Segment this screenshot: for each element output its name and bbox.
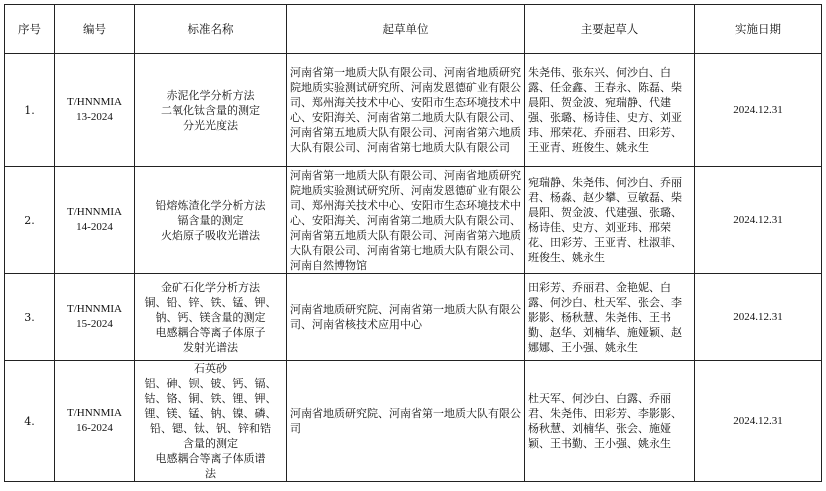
row-code [55,274,135,361]
header-date: 实施日期 [695,5,822,54]
row-code [55,361,135,482]
header-units: 起草单位 [287,5,525,54]
row-standard-name [135,167,287,274]
table-row [5,54,822,167]
row-date: 2024.12.31 [695,54,822,167]
code-line: T/HNNMIA [67,206,122,218]
name-line: 电感耦合等离子体原子 [155,325,266,339]
code-line: T/HNNMIA [67,407,122,419]
name-line: 石英砂 [194,362,227,375]
row-seq: 1. [5,54,55,167]
name-line: 铅、锶、钛、钒、锌和锆 [150,422,271,435]
name-line: 铜、铅、锌、铁、锰、钾、 [144,295,277,309]
name-line: 锂、镁、锰、钠、镍、磷、 [144,407,277,420]
code-line: 16-2024 [76,422,113,434]
row-standard-name [135,361,287,482]
row-drafters: 杜天军、何沙白、白露、乔丽君、朱尧伟、田彩芳、李影影、杨秋慧、刘楠华、张会、施娅颖、王书勤、王小强、姚永生 [525,361,695,482]
name-line: 分光光度法 [183,118,238,132]
header-code: 编号 [55,5,135,54]
name-line: 发射光谱法 [183,340,238,354]
code-line: 15-2024 [76,318,113,330]
code-line: 13-2024 [76,111,113,123]
name-line: 二氧化钛含量的测定 [161,103,260,117]
name-line: 金矿石化学分析方法 [161,280,260,294]
row-drafters: 田彩芳、乔丽君、金艳妮、白露、何沙白、杜天军、张会、李影影、杨秋慧、朱尧伟、王书勤、赵华、刘楠华、施娅颖、赵娜娜、王小强、姚永生 [525,274,695,361]
row-drafting-units: 河南省地质研究院、河南省第一地质大队有限公司 [287,361,525,482]
row-standard-name [135,274,287,361]
header-row [5,5,822,54]
row-drafters: 宛瑞静、朱尧伟、何沙白、乔丽君、杨淼、赵少攀、豆敏磊、柴晨阳、贺金波、代建强、张璐、杨诗佳、史方、刘亚玮、邢荣花、田彩芳、王亚青、杜淑菲、班俊生、姚永生 [525,167,695,274]
code-line: T/HNNMIA [67,96,122,108]
row-seq: 4. [5,361,55,482]
row-drafters: 朱尧伟、张东兴、何沙白、白露、任金鑫、王春永、陈磊、柴晨阳、贺金波、宛瑞静、代建强、张璐、杨诗佳、史方、刘亚玮、邢荣花、乔丽君、田彩芳、王亚青、班俊生、姚永生 [525,54,695,167]
row-code [55,54,135,167]
name-line: 法 [205,467,216,480]
name-line: 铅熔炼渣化学分析方法 [155,198,266,212]
name-line: 电感耦合等离子体质谱 [155,452,266,465]
header-drafters: 主要起草人 [525,5,695,54]
row-date: 2024.12.31 [695,361,822,482]
header-name: 标准名称 [135,5,287,54]
name-line: 火焰原子吸收光谱法 [161,228,260,242]
name-line: 铝、砷、钡、铍、钙、镉、 [144,377,277,390]
table-row [5,167,822,274]
row-date: 2024.12.31 [695,167,822,274]
name-line: 含量的测定 [183,437,238,450]
table-row [5,274,822,361]
code-line: T/HNNMIA [67,303,122,315]
row-seq: 3. [5,274,55,361]
name-line: 镉含量的测定 [177,213,244,227]
row-drafting-units: 河南省第一地质大队有限公司、河南省地质研究院地质实验测试研究所、河南发恩德矿业有限公司、郑州海关技术中心、安阳市生态环境技术中心、安阳海关、河南省第二地质大队有限公司、河南省第五地质大队有限公司、河南省第六地质大队有限公司、河南省第七地质大队有限公司、河南自然博物馆 [287,167,525,274]
row-code [55,167,135,274]
header-seq: 序号 [5,5,55,54]
row-seq: 2. [5,167,55,274]
row-drafting-units: 河南省第一地质大队有限公司、河南省地质研究院地质实验测试研究所、河南发恩德矿业有限公司、郑州海关技术中心、安阳市生态环境技术中心、安阳海关、河南省第二地质大队有限公司、河南省第五地质大队有限公司、河南省第六地质大队有限公司、河南省第七地质大队有限公司 [287,54,525,167]
name-line: 钠、钙、镁含量的测定 [155,310,266,324]
table-row [5,361,822,482]
row-date: 2024.12.31 [695,274,822,361]
code-line: 14-2024 [76,221,113,233]
row-standard-name [135,54,287,167]
row-drafting-units: 河南省地质研究院、河南省第一地质大队有限公司、河南省核技术应用中心 [287,274,525,361]
name-line: 钴、铬、铜、铁、锂、钾、 [144,392,277,405]
standards-table [4,4,822,482]
name-line: 赤泥化学分析方法 [166,88,255,102]
